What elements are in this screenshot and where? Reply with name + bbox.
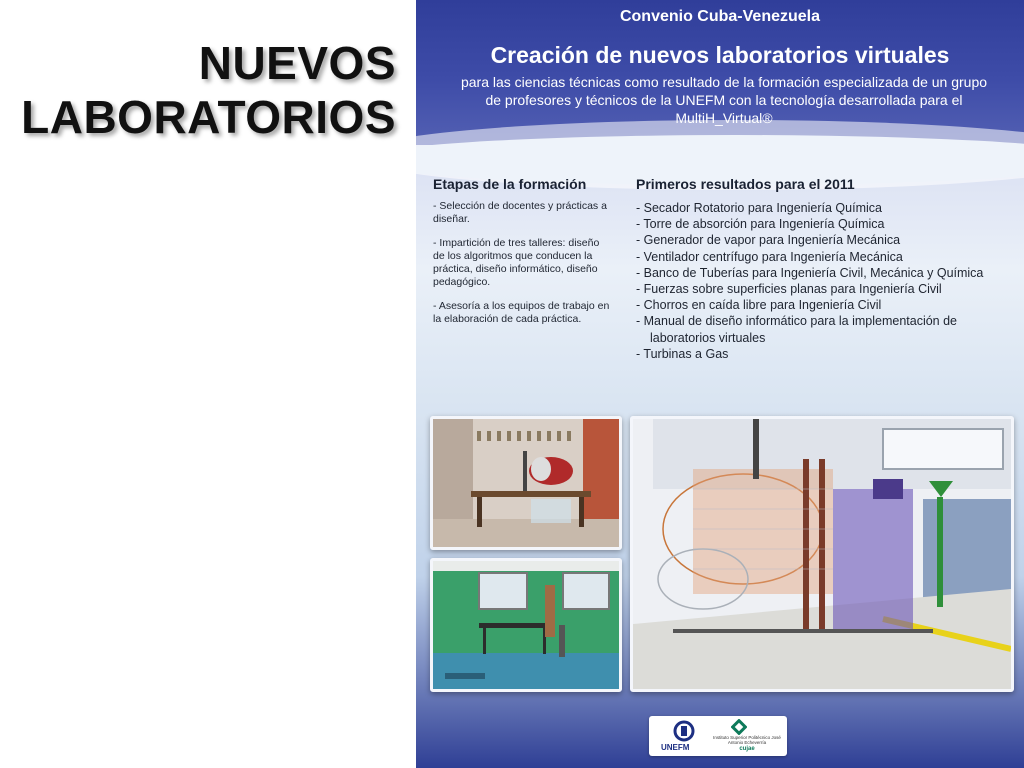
- result-item: - Fuerzas sobre superficies planas para Ingeniería Civil: [636, 282, 942, 297]
- stage-item: - Impartición de tres talleres: diseño de los algoritmos que conducen la práctica, diseño informático, diseño pedagógico.: [433, 237, 600, 288]
- poster-headline: Creación de nuevos laboratorios virtuales: [490, 42, 950, 68]
- result-item: - Ventilador centrífugo para Ingeniería Mecánica: [636, 249, 903, 264]
- lab-photo-rotary-dryer: [430, 416, 622, 550]
- result-item: - Chorros en caída libre para Ingeniería Civil: [636, 298, 882, 313]
- slide-title-line2: LABORATORIOS: [21, 91, 396, 143]
- cujae-logo-caption: Instituto Superior Politécnico José Antonio Echeverría: [713, 735, 781, 745]
- stages-column: [433, 176, 613, 337]
- lab-photo-green-room: [430, 558, 622, 692]
- unefm-logo-icon: [673, 720, 695, 742]
- stages-heading: Etapas de la formación: [433, 176, 587, 192]
- result-item: - Generador de vapor para Ingeniería Mecánica: [636, 233, 901, 248]
- institution-logos: [649, 716, 787, 756]
- results-column: [636, 176, 1016, 362]
- result-item: - Banco de Tuberías para Ingeniería Civil, Mecánica y Química: [636, 265, 984, 280]
- stage-item: - Asesoría a los equipos de trabajo en la elaboración de cada práctica.: [433, 300, 610, 325]
- slide-title: [21, 36, 396, 144]
- poster-image: [416, 0, 1024, 768]
- cujae-logo-name: cujae: [739, 746, 755, 752]
- slide-title-line1: NUEVOS: [198, 37, 396, 89]
- result-item: - Turbinas a Gas: [636, 346, 729, 361]
- stage-item: - Selección de docentes y prácticas a diseñar.: [433, 200, 607, 225]
- results-list: [636, 200, 1016, 362]
- poster-convenio-label: Convenio Cuba-Venezuela: [619, 8, 821, 25]
- unefm-logo-label: UNEFM: [661, 743, 690, 752]
- result-item: - Secador Rotatorio para Ingeniería Química: [636, 201, 882, 215]
- result-item: - Manual de diseño informático para la implementación de laboratorios virtuales: [636, 314, 958, 345]
- lab-photo-steam-generator: [630, 416, 1014, 692]
- results-heading: Primeros resultados para el 2011: [636, 176, 855, 192]
- poster-subheadline: para las ciencias técnicas como resultado de la formación especializada de un grupo de profesores y técnicos de la UNEFM con la tecnología desarrollada para el MultiH_Virtual®: [460, 74, 988, 126]
- cujae-logo-icon: [731, 719, 747, 735]
- result-item: - Torre de absorción para Ingeniería Química: [636, 217, 885, 232]
